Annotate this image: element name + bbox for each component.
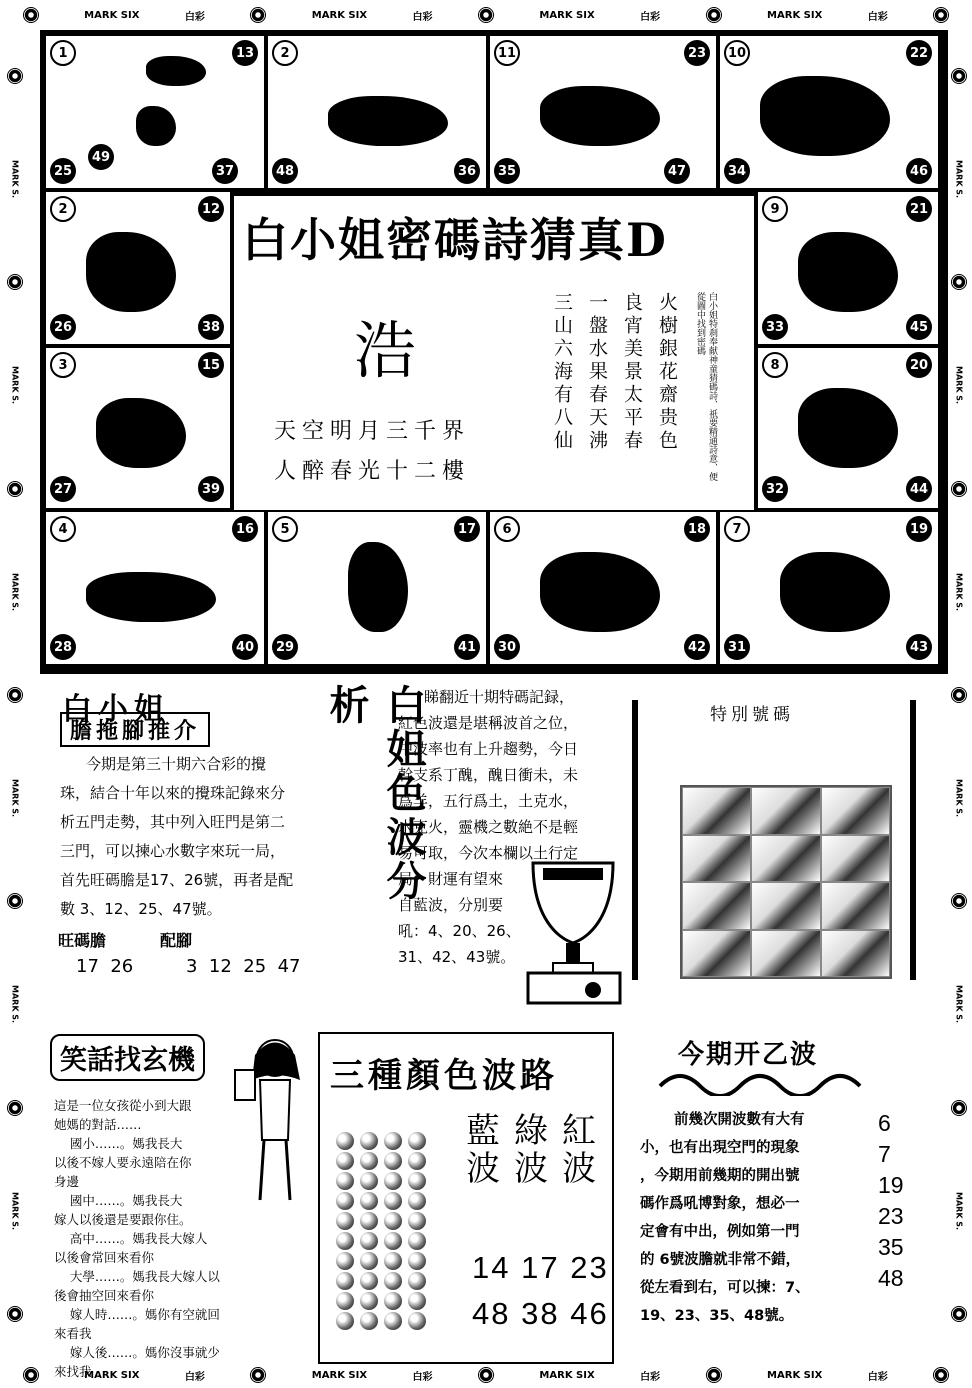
ball-icon [360,1212,378,1230]
side-text: MARK S. [954,160,964,199]
ball-icon [384,1172,402,1190]
flower-icon [7,1306,23,1322]
wave-number: 38 [521,1296,560,1331]
picture-cell [44,190,232,346]
side-text: MARK S. [10,160,20,199]
ball-icon [408,1192,426,1210]
ink-illustration [96,398,186,468]
number-badge: 48 [272,158,298,184]
article-line: 珠，結合十年以來的攪珠記錄來分 [60,784,286,802]
ball-icon [360,1252,378,1270]
ball-icon [408,1232,426,1250]
number-badge: 20 [906,352,932,378]
number-badge: 47 [664,158,690,184]
ball-icon [360,1192,378,1210]
ball-icon [408,1252,426,1270]
ball-icon [384,1152,402,1170]
strip-text: 白彩 [412,1371,433,1383]
number-badge: 22 [906,40,932,66]
ball-icon [336,1232,354,1250]
pei-numbers: 3 12 25 47 [186,956,301,977]
number-badge: 26 [50,314,76,340]
wave-line: 中波率也有上升趨勢，今日 [398,740,579,758]
ball-icon [360,1172,378,1190]
this-issue-number: 48 [878,1265,904,1291]
flower-icon [23,1367,39,1383]
this-issue-title: 今期开乙波 [678,1040,819,1070]
picture-cell [266,34,488,190]
picture-cell [44,34,266,190]
wave-line: 幹支系丁醜，醜日衝未，未 [398,766,579,784]
ink-illustration [798,388,898,468]
strip-text: MARK SIX [311,9,368,21]
strip-text: MARK SIX [767,9,823,21]
ball-icon [336,1272,354,1290]
ball-icon [384,1252,402,1270]
strip-text: MARK SIX [539,9,595,21]
ball-icon [360,1232,378,1250]
strip-text: MARK SIX [84,9,140,21]
this-issue-body [640,1106,876,1330]
ball-icon [408,1212,426,1230]
panel-divider [910,700,916,980]
number-badge: 36 [454,158,480,184]
ball-column [408,1132,426,1330]
flower-icon [951,274,967,290]
side-text: MARK S. [10,572,20,611]
strip-text: 白彩 [640,11,661,23]
this-issue-line: 小，也有出現空門的現象 [640,1140,800,1156]
number-badge: 46 [906,158,932,184]
this-issue-line: 前幾次開波數有大有 [674,1112,805,1128]
ball-icon [360,1292,378,1310]
number-badge: 17 [454,516,480,542]
flower-icon [23,7,39,23]
flower-icon [951,68,967,84]
number-badge: 41 [454,634,480,660]
article-line: 析五門走勢，其中列入旺門是第二 [60,813,286,831]
ball-column [360,1132,378,1330]
picture-cell [44,346,232,510]
ball-icon [408,1272,426,1290]
wave-vertical-title: 白姐色波分析 [323,684,427,904]
number-badge: 16 [232,516,258,542]
joke-text: 這是一位女孩從小到大跟 她媽的對話…… 國小……。媽我長大 以後不嫁人要永遠陪在你 身邊 國中……。媽我長大 嫁人以後還是要跟你住。 高中……。媽我長大嫁人 以後會常回來看你 大學……。媽我長大嫁人以 後會抽空回來看你 嫁人時……。媽你有空就回 來看我 嫁人後……。媽你沒事就少 來找我 [54,1098,220,1379]
flower-icon [951,1306,967,1322]
strip-text: 白彩 [867,11,888,23]
wave-line: 爲羊，五行爲土，土克水， [398,792,579,810]
ball-icon [336,1132,354,1150]
ball-icon [336,1172,354,1190]
wave-line: 紅色波還是堪稱波首之位， [398,714,579,732]
flower-icon [706,7,722,23]
ball-icon [336,1292,354,1310]
wave-label: 藍波 [466,1111,500,1189]
number-badge: 23 [684,40,710,66]
ball-icon [408,1132,426,1150]
poem-column: 三山六海有八仙 [551,292,573,453]
ball-icon [336,1212,354,1230]
side-text: MARK S. [10,985,20,1024]
number-badge: 42 [684,634,710,660]
trophy-icon [518,858,628,1008]
ink-illustration [86,232,176,312]
number-badge: 39 [198,476,224,502]
number-badge: 7 [724,516,750,542]
wave-numbers-row2 [472,1296,609,1332]
poem-column: 良宵美景太平春 [621,292,643,453]
picture-cell [718,34,940,190]
poem-column: 火樹銀花齋贵色 [656,292,678,453]
wave-number: 46 [570,1296,609,1331]
strip-text: 白彩 [184,1371,205,1383]
poem-panel [232,194,756,512]
picture-cell [44,510,266,666]
number-badge: 31 [724,634,750,660]
article-line: 首先旺碼膽是17、26號，再者是配 [60,871,294,889]
left-border-strip [2,30,28,1360]
right-border-strip [946,30,972,1360]
pei-label: 配腳 [160,931,193,950]
ink-illustration [540,86,660,146]
ball-icon [336,1192,354,1210]
number-badge: 21 [906,196,932,222]
picture-cell [488,510,718,666]
ink-illustration [328,96,448,146]
special-image-grid [680,785,892,979]
number-badge: 35 [494,158,520,184]
ink-illustration [760,76,890,156]
flower-icon [7,687,23,703]
number-badge: 37 [212,158,238,184]
poem-note: 白小姐特刹奉献神童猜碼詩、祇要精通詩意、便從圖中找到密碼 [695,292,717,481]
side-text: MARK S. [10,366,20,405]
side-text: MARK S. [954,572,964,611]
wave-numbers-row1 [472,1250,609,1286]
flower-icon [951,893,967,909]
number-badge: 4 [50,516,76,542]
number-badge: 45 [906,314,932,340]
side-text: MARK S. [954,779,964,818]
ink-illustration [86,572,216,622]
ball-icon [408,1312,426,1330]
panel-divider [632,700,638,980]
flower-icon [7,274,23,290]
ball-column [384,1132,402,1330]
ball-icon [336,1312,354,1330]
poem-column: 一盤水果春天沸 [586,292,608,453]
poem-line: 人醉春光十二樓 [274,459,471,484]
this-issue-line: ，今期用前幾期的開出號 [640,1168,800,1184]
wave-number: 14 [472,1250,511,1285]
side-text: MARK S. [954,1191,964,1230]
number-badge: 6 [494,516,520,542]
strip-text: 白彩 [640,1371,661,1383]
wave-labels [466,1112,600,1188]
ink-illustration [348,542,408,632]
this-issue-line: 碼作爲吼博對象，想必一 [640,1196,800,1212]
ball-icon [408,1172,426,1190]
flower-icon [951,687,967,703]
number-badge: 34 [724,158,750,184]
joke-title: 笑話找玄機 [50,1034,205,1081]
number-badge: 43 [906,634,932,660]
article-line: 三門，可以揀心水數字來玩一局， [60,842,286,860]
this-issue-line: 定會有中出，例如第一門 [640,1224,800,1240]
strip-text: MARK SIX [84,1369,140,1381]
number-badge: 44 [906,476,932,502]
flower-icon [7,1100,23,1116]
wave-line: 水克火，靈機之數絶不是輕 [398,818,579,836]
dan-label: 旺碼膽 [58,931,107,950]
picture-cell [266,510,488,666]
flower-icon [951,481,967,497]
strip-text: MARK SIX [539,1369,595,1381]
wave-line: 吼：4、20、26、 [398,922,521,940]
wave-line: 睇翻近十期特碼記録， [424,688,575,706]
wave-line: 局，財運有望來 [398,870,504,888]
number-badge: 27 [50,476,76,502]
number-badge: 30 [494,634,520,660]
number-badge: 12 [198,196,224,222]
ink-illustration [146,56,206,86]
strip-text: 白彩 [867,1371,888,1383]
number-badge: 9 [762,196,788,222]
wave-label: 紅波 [562,1111,596,1189]
ink-illustration [798,232,898,312]
this-issue-number: 6 [878,1110,891,1136]
number-badge: 29 [272,634,298,660]
flower-icon [250,7,266,23]
flower-icon [706,1367,722,1383]
ink-illustration [780,552,890,632]
strip-text: 白彩 [412,11,433,23]
number-badge: 5 [272,516,298,542]
ball-icon [360,1272,378,1290]
this-issue-line: 從左看到右，可以揀：7、 [640,1280,810,1296]
ball-icon [384,1292,402,1310]
article-line: 今期是第三十期六合彩的攪 [86,755,267,773]
strip-text: 白彩 [184,11,205,23]
ball-icon [408,1152,426,1170]
flower-icon [478,7,494,23]
number-badge: 38 [198,314,224,340]
ink-illustration [136,106,176,146]
article-subheader: 膽拖腳推介 [60,712,210,747]
this-issue-number: 35 [878,1234,904,1260]
three-colors-title: 三種顏色波路 [330,1056,558,1096]
number-badge: 19 [906,516,932,542]
wave-line: 自藍波，分別要 [398,896,504,914]
number-badge: 32 [762,476,788,502]
number-badge: 33 [762,314,788,340]
strip-text: MARK SIX [311,1369,368,1381]
wave-line: 31、42、43號。 [398,948,516,966]
number-badge: 15 [198,352,224,378]
ball-column [336,1132,354,1330]
this-issue-number: 19 [878,1172,904,1198]
wave-number: 17 [521,1250,560,1285]
number-badge: 25 [50,158,76,184]
this-issue-line: 的 6號波膽就非常不錯， [640,1252,801,1268]
wave-number: 48 [472,1296,511,1331]
wave-number: 23 [570,1250,609,1285]
ball-icon [384,1272,402,1290]
ball-icon [336,1252,354,1270]
number-badge: 3 [50,352,76,378]
side-text: MARK S. [10,1191,20,1230]
picture-cell [756,346,940,510]
number-badge: 2 [50,196,76,222]
top-border-strip [0,2,972,28]
ink-illustration [540,552,660,632]
this-issue-number: 7 [878,1141,891,1167]
side-text: MARK S. [10,779,20,818]
picture-cell [718,510,940,666]
ball-icon [360,1132,378,1150]
swirl-ornament-icon [650,1066,890,1096]
flower-icon [933,7,949,23]
ball-icon [384,1232,402,1250]
flower-icon [7,481,23,497]
article-header: 白小姐 [62,692,170,727]
number-badge: 40 [232,634,258,660]
picture-cell [488,34,718,190]
ball-icon [384,1312,402,1330]
ball-icon [360,1312,378,1330]
dan-numbers: 17 26 [76,956,134,977]
this-issue-line: 19、23、35、48號。 [640,1308,794,1324]
wave-label: 綠波 [514,1111,548,1189]
flower-icon [933,1367,949,1383]
side-text: MARK S. [954,366,964,405]
poem-line: 天空明月三千界 [274,419,471,444]
picture-cell [756,190,940,346]
number-badge: 10 [724,40,750,66]
ball-icon [336,1152,354,1170]
number-badge: 11 [494,40,520,66]
poem-glyph: 浩 [354,314,417,387]
ball-icon [384,1192,402,1210]
this-issue-number: 23 [878,1203,904,1229]
this-issue-numbers [878,1108,918,1294]
flower-icon [7,68,23,84]
strip-text: MARK SIX [767,1369,823,1381]
number-badge: 18 [684,516,710,542]
number-badge: 2 [272,40,298,66]
ball-icon [360,1152,378,1170]
wave-line: 易可取，今次本欄以土行定 [398,844,579,862]
flower-icon [478,1367,494,1383]
number-badge: 8 [762,352,788,378]
special-title: 特別號碼 [710,705,794,725]
poem-title: 白小姐密碼詩猜真D [242,213,668,267]
ball-icon [384,1132,402,1150]
article-line: 數 3、12、25、47號。 [60,900,222,918]
side-text: MARK S. [954,985,964,1024]
ball-icon [408,1292,426,1310]
number-badge: 1 [50,40,76,66]
number-badge: 13 [232,40,258,66]
flower-icon [7,893,23,909]
ball-icon [384,1212,402,1230]
picture-grid [40,30,948,674]
number-badge: 49 [88,144,114,170]
number-badge: 28 [50,634,76,660]
flower-icon [951,1100,967,1116]
article-body [60,750,305,924]
